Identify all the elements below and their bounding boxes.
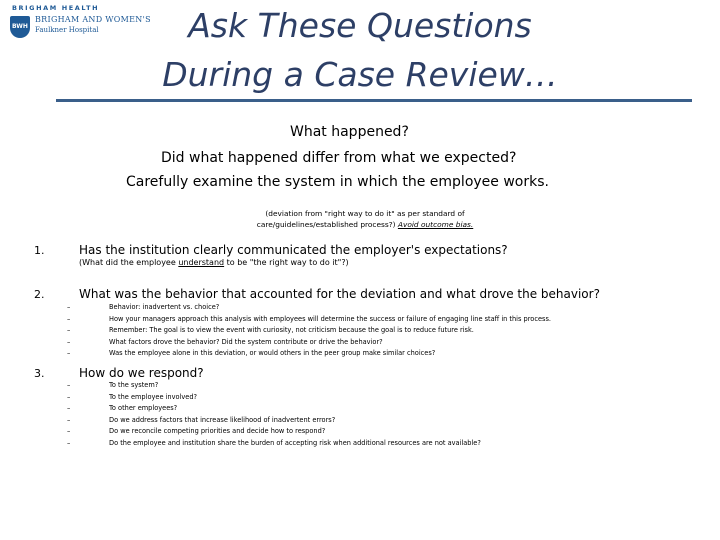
bullet-dash: –: [67, 415, 71, 424]
section-2-heading: What was the behavior that accounted for the deviation and what drove the behavior?: [79, 287, 600, 301]
sub-post: to be "the right way to do it"?): [224, 258, 349, 267]
title-divider: [56, 99, 692, 102]
list-item-text: Do we reconcile competing priorities and decide how to respond?: [109, 427, 326, 436]
list-item-text: Was the employee alone in this deviation, or would others in the peer group make similar choices?: [109, 349, 436, 358]
list-item-text: How your managers approach this analysis with employees will determine the success or failure of engaging line staff in this process.: [109, 314, 551, 323]
list-item-text: Do the employee and institution share the burden of accepting risk when additional resources are not available?: [109, 438, 481, 447]
intro-question-2: Did what happened differ from what we expected?: [161, 150, 517, 166]
bullet-dash: –: [67, 303, 71, 311]
sub-underline: understand: [178, 258, 225, 267]
logo-line-brigham-health: BRIGHAM HEALTH: [12, 4, 100, 12]
section-1-number: 1.: [34, 244, 45, 257]
bullet-dash: –: [67, 326, 71, 335]
sub-pre: (What did the employee: [79, 258, 179, 267]
bullet-dash: –: [67, 427, 71, 436]
bullet-dash: –: [67, 314, 71, 323]
bwh-shield-icon: BWH: [10, 16, 30, 38]
bullet-dash: –: [67, 349, 71, 358]
bullet-dash: –: [67, 438, 71, 447]
avoid-outcome-bias: Avoid outcome bias.: [397, 220, 474, 229]
section-1-subtext: [79, 258, 349, 267]
bullet-dash: –: [67, 392, 71, 401]
bullet-dash: –: [67, 404, 71, 413]
list-item-text: To other employees?: [109, 404, 178, 413]
bullet-dash: –: [67, 337, 71, 346]
intro-question-1: What happened?: [290, 124, 409, 140]
section-1-heading: Has the institution clearly communicated the employer's expectations?: [79, 243, 508, 257]
deviation-note-text: (deviation from "right way to do it" as per standard of care/guidelines/established process?): [256, 209, 465, 229]
logo-line-faulkner: Faulkner Hospital: [35, 26, 99, 34]
intro-question-3: Carefully examine the system in which the employee works.: [126, 174, 549, 190]
list-item-text: Remember: The goal is to view the event with curiosity, not criticism because the goal is to reduce future risk.: [109, 326, 474, 335]
slide-title-line-2: During a Case Review…: [162, 55, 558, 94]
list-item-text: To the system?: [109, 381, 159, 389]
list-item-text: Behavior: inadvertent vs. choice?: [109, 303, 220, 311]
bullet-dash: –: [67, 381, 71, 389]
deviation-note: [245, 208, 485, 230]
logo-line-brigham-womens: BRIGHAM AND WOMEN'S: [35, 15, 151, 24]
slide-title-line-1: Ask These Questions: [188, 6, 532, 45]
section-3-heading: How do we respond?: [79, 366, 204, 380]
section-3-number: 3.: [34, 367, 45, 380]
section-2-number: 2.: [34, 288, 45, 301]
list-item-text: What factors drove the behavior? Did the system contribute or drive the behavior?: [109, 337, 383, 346]
list-item-text: Do we address factors that increase likelihood of inadvertent errors?: [109, 415, 336, 424]
list-item-text: To the employee involved?: [109, 392, 198, 401]
